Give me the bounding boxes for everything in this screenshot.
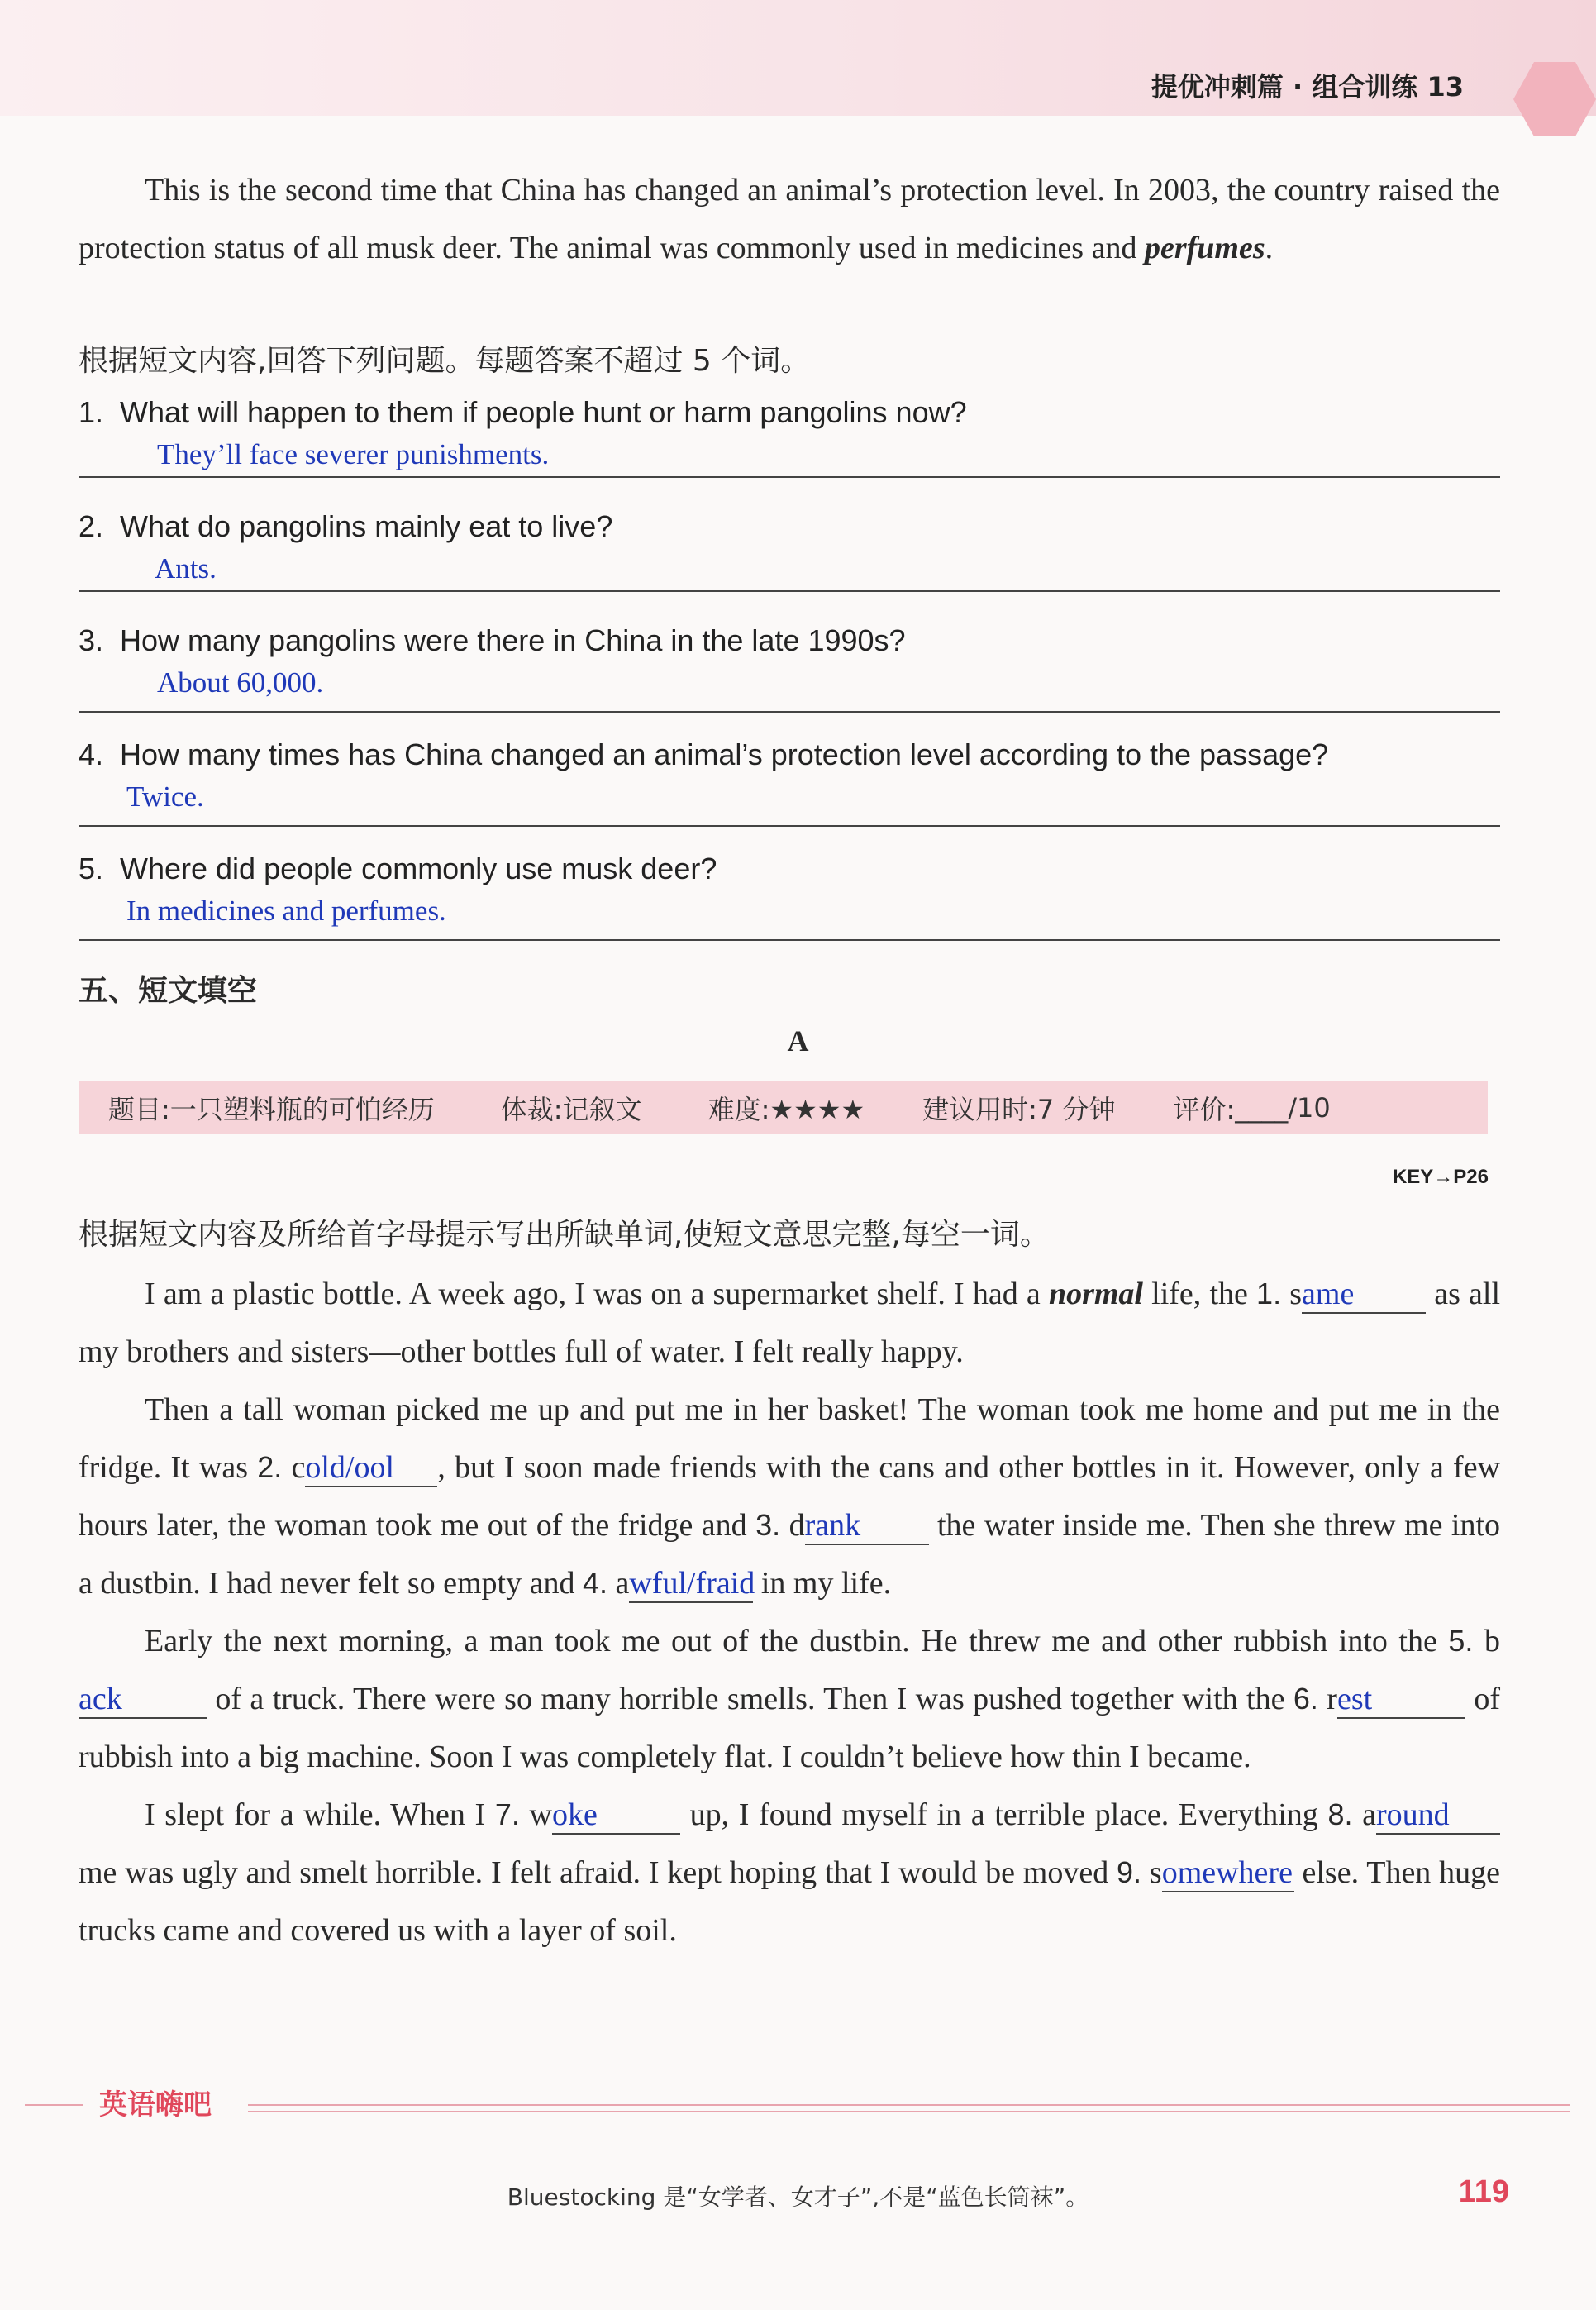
question-text: How many pangolins were there in China in the late 1990s? — [120, 623, 906, 657]
question-number: 1. — [79, 395, 104, 429]
cloze-paragraph-3 — [79, 1612, 1500, 1786]
passage-text: of rubbish into a big machine. Soon I was completely flat. I couldn’t believe how thin I became. — [79, 1682, 1500, 1774]
blank-number: 3. — [755, 1508, 781, 1542]
header-title: 提优冲刺篇 · 组合训练 13 — [1151, 71, 1464, 103]
passage-text: up, I found myself in a terrible place. Everything — [679, 1797, 1318, 1832]
blank-answer[interactable]: round — [1376, 1797, 1500, 1835]
question-number: 2. — [79, 509, 104, 543]
intro-emphasis: perfumes — [1144, 231, 1265, 265]
blank-hint: c — [291, 1450, 306, 1485]
blank-number: 6. — [1293, 1682, 1318, 1716]
cloze-paragraph-2 — [79, 1381, 1500, 1612]
blank-hint: s — [1289, 1277, 1303, 1311]
blank-answer[interactable]: oke — [552, 1797, 680, 1835]
blank-answer[interactable]: ame — [1302, 1276, 1426, 1314]
blank-answer[interactable]: wful/fraid — [629, 1565, 753, 1603]
passage-text: Then a tall woman picked me up and put me in her basket! The woman took me home and put me in the fridge. It was — [79, 1392, 1500, 1485]
instruction-questions: 根据短文内容,回答下列问题。每题答案不超过 5 个词。 — [79, 344, 811, 378]
intro-paragraph — [79, 161, 1500, 277]
info-rating-total: /10 — [1288, 1092, 1331, 1124]
info-rating-blank[interactable]: ____ — [1235, 1092, 1289, 1124]
footer-divider — [25, 2104, 83, 2106]
blank-answer[interactable]: ack — [79, 1681, 207, 1719]
passage-text: as all my brothers and sisters—other bottles full of water. I felt really happy. — [79, 1277, 1501, 1369]
intro-text: This is the second time that China has changed an animal’s protection level. In 2003, the country raised the protection status of all musk deer. The animal was commonly used in medicines and — [79, 173, 1500, 265]
question-text: Where did people commonly use musk deer? — [120, 852, 717, 885]
blank-number: 7. — [494, 1797, 520, 1831]
passage-text: the water inside me. Then she threw me into a dustbin. I had never felt so empty and — [79, 1508, 1501, 1601]
intro-text-end: . — [1265, 231, 1274, 265]
blank-hint: b — [1484, 1624, 1500, 1659]
blank-hint: r — [1327, 1682, 1337, 1716]
blank-hint: a — [615, 1566, 630, 1601]
question-item — [79, 395, 1500, 478]
question-number: 3. — [79, 623, 104, 657]
blank-hint: w — [529, 1797, 552, 1832]
info-time: 建议用时:7 分钟 — [922, 1094, 1116, 1125]
blank-number: 8. — [1327, 1797, 1353, 1831]
passage-label: A — [787, 1024, 809, 1057]
blank-number: 2. — [257, 1450, 283, 1484]
info-topic: 题目:一只塑料瓶的可怕经历 — [108, 1094, 435, 1125]
cloze-paragraph-4 — [79, 1786, 1500, 1959]
blank-answer[interactable]: est — [1337, 1681, 1465, 1719]
passage-text: , but I soon made friends with the cans and other bottles in it. However, only a few hours later, the woman took me out of the fridge and — [79, 1450, 1501, 1543]
question-text: What do pangolins mainly eat to live? — [120, 509, 613, 543]
passage-text: I am a plastic bottle. A week ago, I was on a supermarket shelf. I had a — [145, 1277, 1049, 1311]
passage-text: me was ugly and smelt horrible. I felt afraid. I kept hoping that I would be moved — [79, 1855, 1109, 1890]
blank-number: 9. — [1117, 1855, 1142, 1889]
answer-line[interactable]: Ants. — [79, 547, 1500, 592]
passage-text: of a truck. There were so many horrible smells. Then I was pushed together with the — [207, 1682, 1293, 1716]
blank-answer[interactable]: omewhere — [1162, 1854, 1294, 1892]
cloze-paragraph-1 — [79, 1265, 1500, 1381]
passage-emphasis: normal — [1048, 1277, 1143, 1311]
answer-line[interactable]: In medicines and perfumes. — [79, 890, 1500, 941]
passage-text: I slept for a while. When I — [145, 1797, 495, 1832]
question-item — [79, 623, 1500, 713]
question-number: 5. — [79, 852, 104, 885]
blank-hint: a — [1362, 1797, 1377, 1832]
footer-divider — [248, 2111, 1570, 2112]
question-number: 4. — [79, 737, 104, 771]
instruction-cloze: 根据短文内容及所给首字母提示写出所缺单词,使短文意思完整,每空一词。 — [79, 1218, 1050, 1252]
answer-key-reference: KEY→P26 — [1392, 1166, 1489, 1188]
info-difficulty: 难度:★★★★ — [707, 1094, 865, 1125]
passage-text: else. Then huge trucks came and covered us with a layer of soil. — [79, 1855, 1500, 1948]
question-text: What will happen to them if people hunt or harm pangolins now? — [120, 395, 967, 429]
page-number: 119 — [1458, 2174, 1509, 2209]
blank-answer[interactable]: old/ool — [305, 1449, 437, 1487]
blank-number: 1. — [1256, 1277, 1282, 1310]
answer-line[interactable]: Twice. — [79, 776, 1500, 827]
footer-divider — [248, 2104, 1570, 2106]
answer-line[interactable]: They’ll face severer punishments. — [79, 433, 1500, 478]
section-title: 五、短文填空 — [79, 974, 258, 1008]
info-bar — [79, 1081, 1488, 1134]
question-text: How many times has China changed an animal’s protection level according to the passage? — [120, 737, 1329, 771]
passage-text: Early the next morning, a man took me out of the dustbin. He threw me and other rubbish into the — [145, 1624, 1449, 1659]
info-rating-label: 评价: — [1173, 1094, 1236, 1125]
blank-number: 4. — [582, 1566, 607, 1600]
blank-number: 5. — [1448, 1624, 1474, 1658]
question-item — [79, 509, 1500, 592]
blank-answer[interactable]: rank — [805, 1507, 929, 1545]
question-item — [79, 852, 1500, 941]
cloze-passage — [79, 1265, 1500, 1959]
footer-quote: Bluestocking 是“女学者、女才子”,不是“蓝色长筒袜”。 — [507, 2184, 1089, 2211]
passage-text: in my life. — [753, 1566, 892, 1601]
question-item — [79, 737, 1500, 827]
blank-hint: d — [788, 1508, 805, 1543]
footer-brand: 英语嗨吧 — [99, 2088, 212, 2121]
blank-hint: s — [1149, 1855, 1162, 1890]
answer-line[interactable]: About 60,000. — [79, 661, 1500, 713]
passage-text: life, the — [1142, 1277, 1248, 1311]
info-genre: 体裁:记叙文 — [500, 1094, 642, 1125]
